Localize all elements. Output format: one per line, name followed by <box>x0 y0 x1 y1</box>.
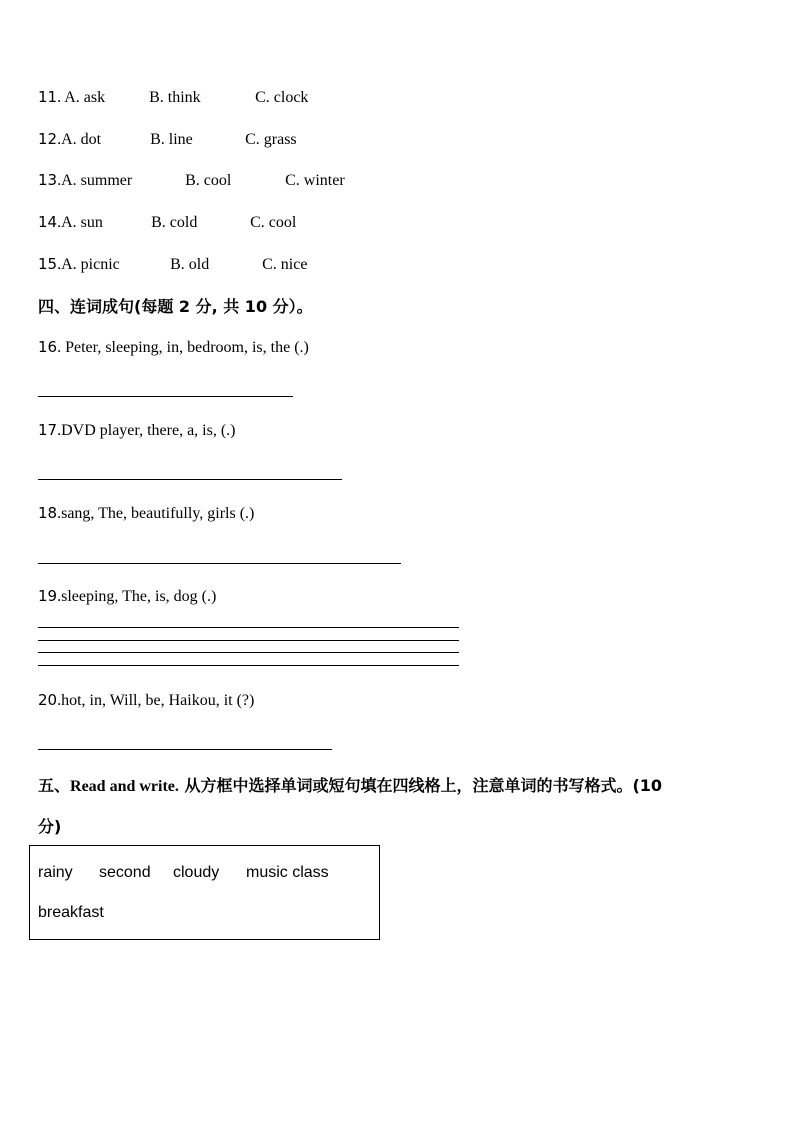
word-item: music class <box>246 864 329 881</box>
option-a: .A. picnic <box>57 256 120 273</box>
question-number: 14 <box>38 213 58 231</box>
answer-line[interactable] <box>38 479 342 480</box>
section-english-title: Read and write. <box>70 778 179 795</box>
section-4-heading: 四、连词成句(每题 2 分, 共 10 分）。 <box>38 297 313 316</box>
word-item: breakfast <box>38 904 104 921</box>
word-box <box>29 845 380 940</box>
grid-line <box>38 627 459 628</box>
grid-line <box>38 665 459 666</box>
answer-line[interactable] <box>38 396 293 397</box>
option-c: C. nice <box>262 256 308 273</box>
question-text: .sleeping, The, is, dog (.) <box>57 588 217 605</box>
question-19 <box>38 586 216 607</box>
question-text: .hot, in, Will, be, Haikou, it (?) <box>57 692 255 709</box>
question-number: 12 <box>38 130 58 148</box>
word-box-row <box>38 904 104 922</box>
option-c: C. winter <box>285 172 345 189</box>
question-number: 19 <box>38 587 58 605</box>
option-c: C. clock <box>255 89 309 106</box>
option-a: .A. sun <box>57 214 103 231</box>
question-number: 15 <box>38 255 58 273</box>
word-item: rainy <box>38 864 73 881</box>
option-a: .A. summer <box>57 172 133 189</box>
question-14 <box>38 212 296 233</box>
section-instruction: 从方框中选择单词或短句填在四线格上，注意单词的书写格式。(10 <box>178 776 663 795</box>
option-c: C. grass <box>245 131 297 148</box>
question-text: . Peter, sleeping, in, bedroom, is, the (.) <box>57 339 309 356</box>
question-18 <box>38 503 254 524</box>
section-5-heading <box>38 773 662 796</box>
option-b: B. line <box>150 131 193 148</box>
question-13 <box>38 170 345 191</box>
question-16 <box>38 337 309 358</box>
question-number: 11 <box>38 88 58 106</box>
option-a: . A. ask <box>57 89 106 106</box>
word-item: cloudy <box>173 864 220 881</box>
section-prefix: 五、 <box>38 776 71 795</box>
question-text: .DVD player, there, a, is, (.) <box>57 422 236 439</box>
grid-line <box>38 640 459 641</box>
question-number: 18 <box>38 504 58 522</box>
option-b: B. cold <box>151 214 198 231</box>
question-text: .sang, The, beautifully, girls (.) <box>57 505 255 522</box>
grid-line <box>38 652 459 653</box>
option-b: B. think <box>149 89 201 106</box>
question-number: 20 <box>38 691 58 709</box>
question-number: 16 <box>38 338 58 356</box>
option-a: .A. dot <box>57 131 102 148</box>
option-c: C. cool <box>250 214 297 231</box>
question-number: 13 <box>38 171 58 189</box>
question-number: 17 <box>38 421 58 439</box>
option-b: B. cool <box>185 172 232 189</box>
answer-line[interactable] <box>38 749 332 750</box>
question-17 <box>38 420 236 441</box>
section-5-heading-cont: 分) <box>38 817 62 836</box>
word-box-row <box>38 864 329 882</box>
question-20 <box>38 690 254 711</box>
question-11 <box>38 87 308 108</box>
question-12 <box>38 129 297 150</box>
word-item: second <box>99 864 151 881</box>
question-15 <box>38 254 307 275</box>
answer-line[interactable] <box>38 563 401 564</box>
option-b: B. old <box>170 256 210 273</box>
